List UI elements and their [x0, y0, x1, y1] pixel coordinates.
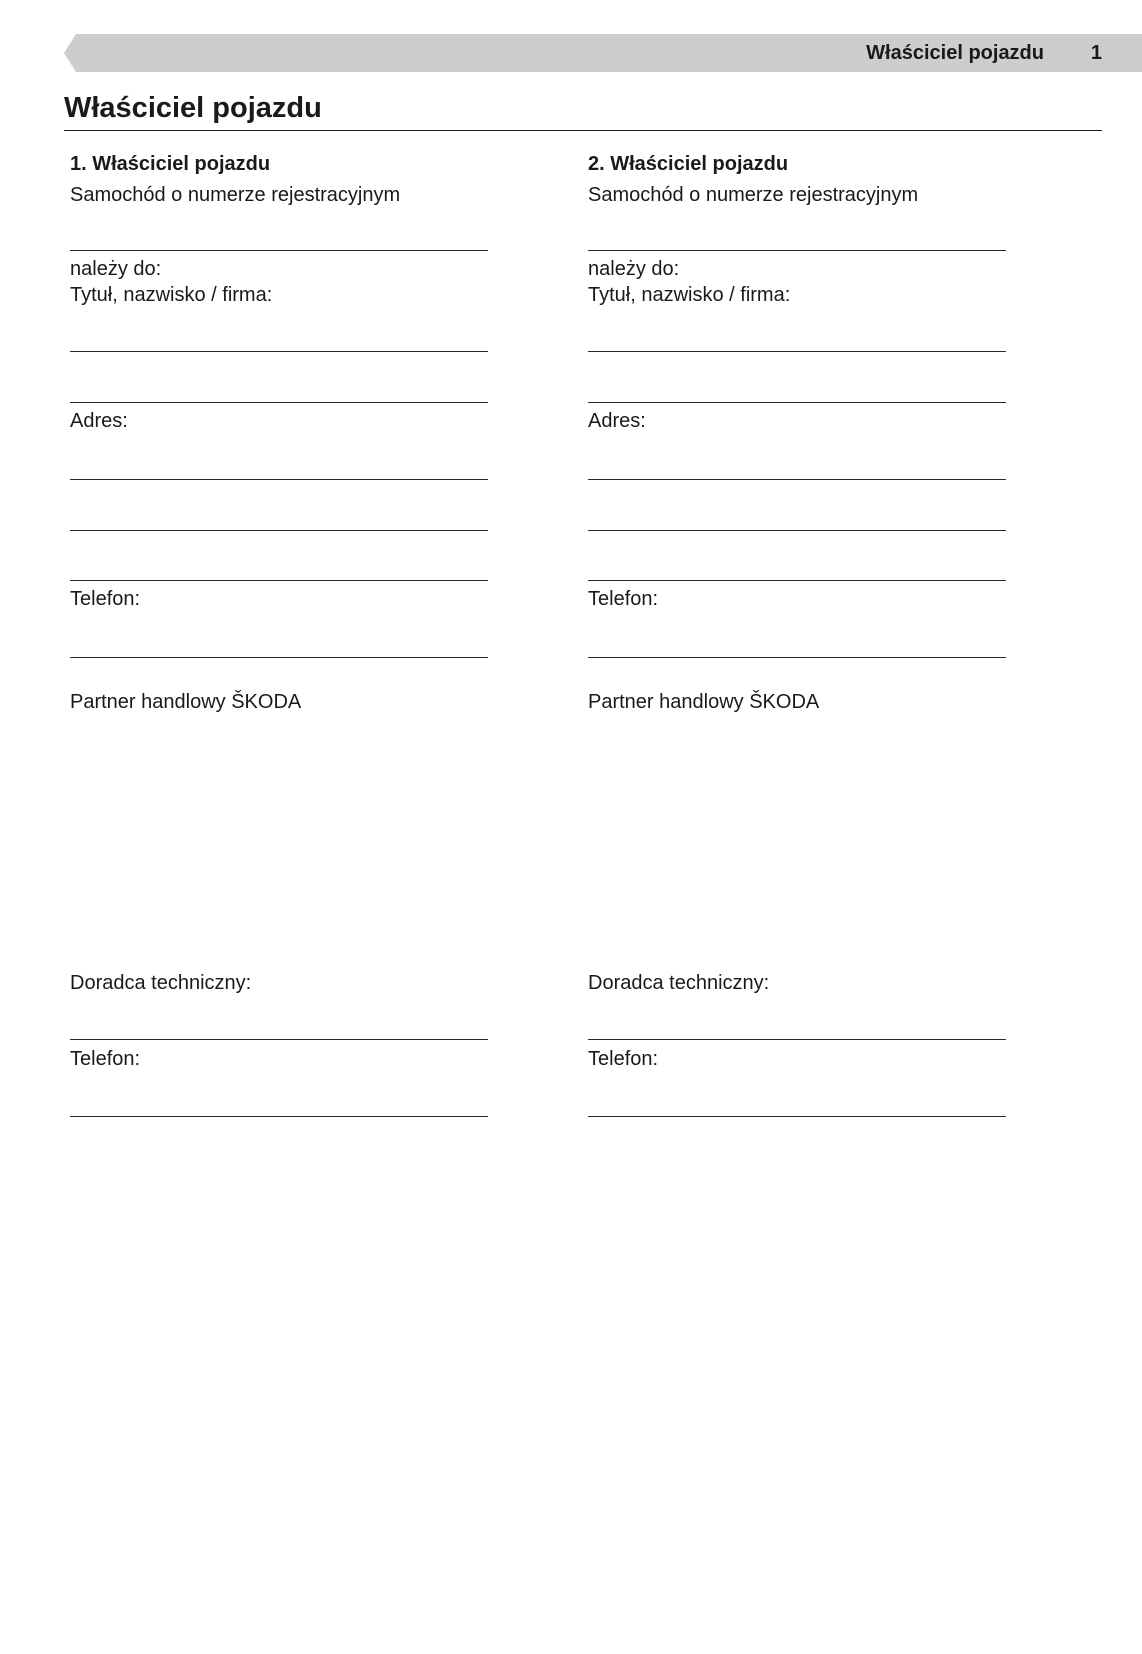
owner-form-2 — [588, 0, 1008, 1654]
owner-heading: 1. Właściciel pojazdu — [70, 153, 271, 175]
owner-heading: 2. Właściciel pojazdu — [588, 153, 789, 175]
address-label: Adres: — [70, 410, 128, 432]
phone-line[interactable] — [588, 657, 1006, 658]
phone-label: Telefon: — [588, 588, 659, 610]
advisor-phone-label: Telefon: — [588, 1048, 659, 1070]
name-label: Tytuł, nazwisko / firma: — [588, 284, 791, 306]
name-line-1[interactable] — [588, 351, 1006, 352]
advisor-phone-line[interactable] — [70, 1116, 488, 1117]
address-line-3[interactable] — [588, 580, 1006, 581]
address-line-2[interactable] — [588, 530, 1006, 531]
advisor-label: Doradca techniczny: — [588, 972, 770, 994]
registration-label: Samochód o numerze rejestracyjnym — [70, 184, 401, 206]
name-label: Tytuł, nazwisko / firma: — [70, 284, 273, 306]
address-label: Adres: — [588, 410, 646, 432]
advisor-phone-label: Telefon: — [70, 1048, 141, 1070]
address-line-1[interactable] — [70, 479, 488, 480]
phone-label: Telefon: — [70, 588, 141, 610]
dealer-label: Partner handlowy ŠKODA — [70, 691, 302, 713]
belongs-to-label: należy do: — [588, 258, 680, 280]
registration-label: Samochód o numerze rejestracyjnym — [588, 184, 919, 206]
page-number: 1 — [1090, 42, 1102, 64]
name-line-1[interactable] — [70, 351, 488, 352]
header-title: Właściciel pojazdu — [866, 42, 1044, 64]
registration-number-line[interactable] — [588, 250, 1006, 251]
address-line-1[interactable] — [588, 479, 1006, 480]
phone-line[interactable] — [70, 657, 488, 658]
advisor-line[interactable] — [70, 1039, 488, 1040]
advisor-line[interactable] — [588, 1039, 1006, 1040]
advisor-label: Doradca techniczny: — [70, 972, 252, 994]
name-line-2[interactable] — [588, 402, 1006, 403]
owner-form-1 — [70, 0, 490, 1654]
advisor-phone-line[interactable] — [588, 1116, 1006, 1117]
dealer-label: Partner handlowy ŠKODA — [588, 691, 820, 713]
address-line-3[interactable] — [70, 580, 488, 581]
name-line-2[interactable] — [70, 402, 488, 403]
page-title: Właściciel pojazdu — [64, 92, 322, 124]
address-line-2[interactable] — [70, 530, 488, 531]
belongs-to-label: należy do: — [70, 258, 162, 280]
registration-number-line[interactable] — [70, 250, 488, 251]
